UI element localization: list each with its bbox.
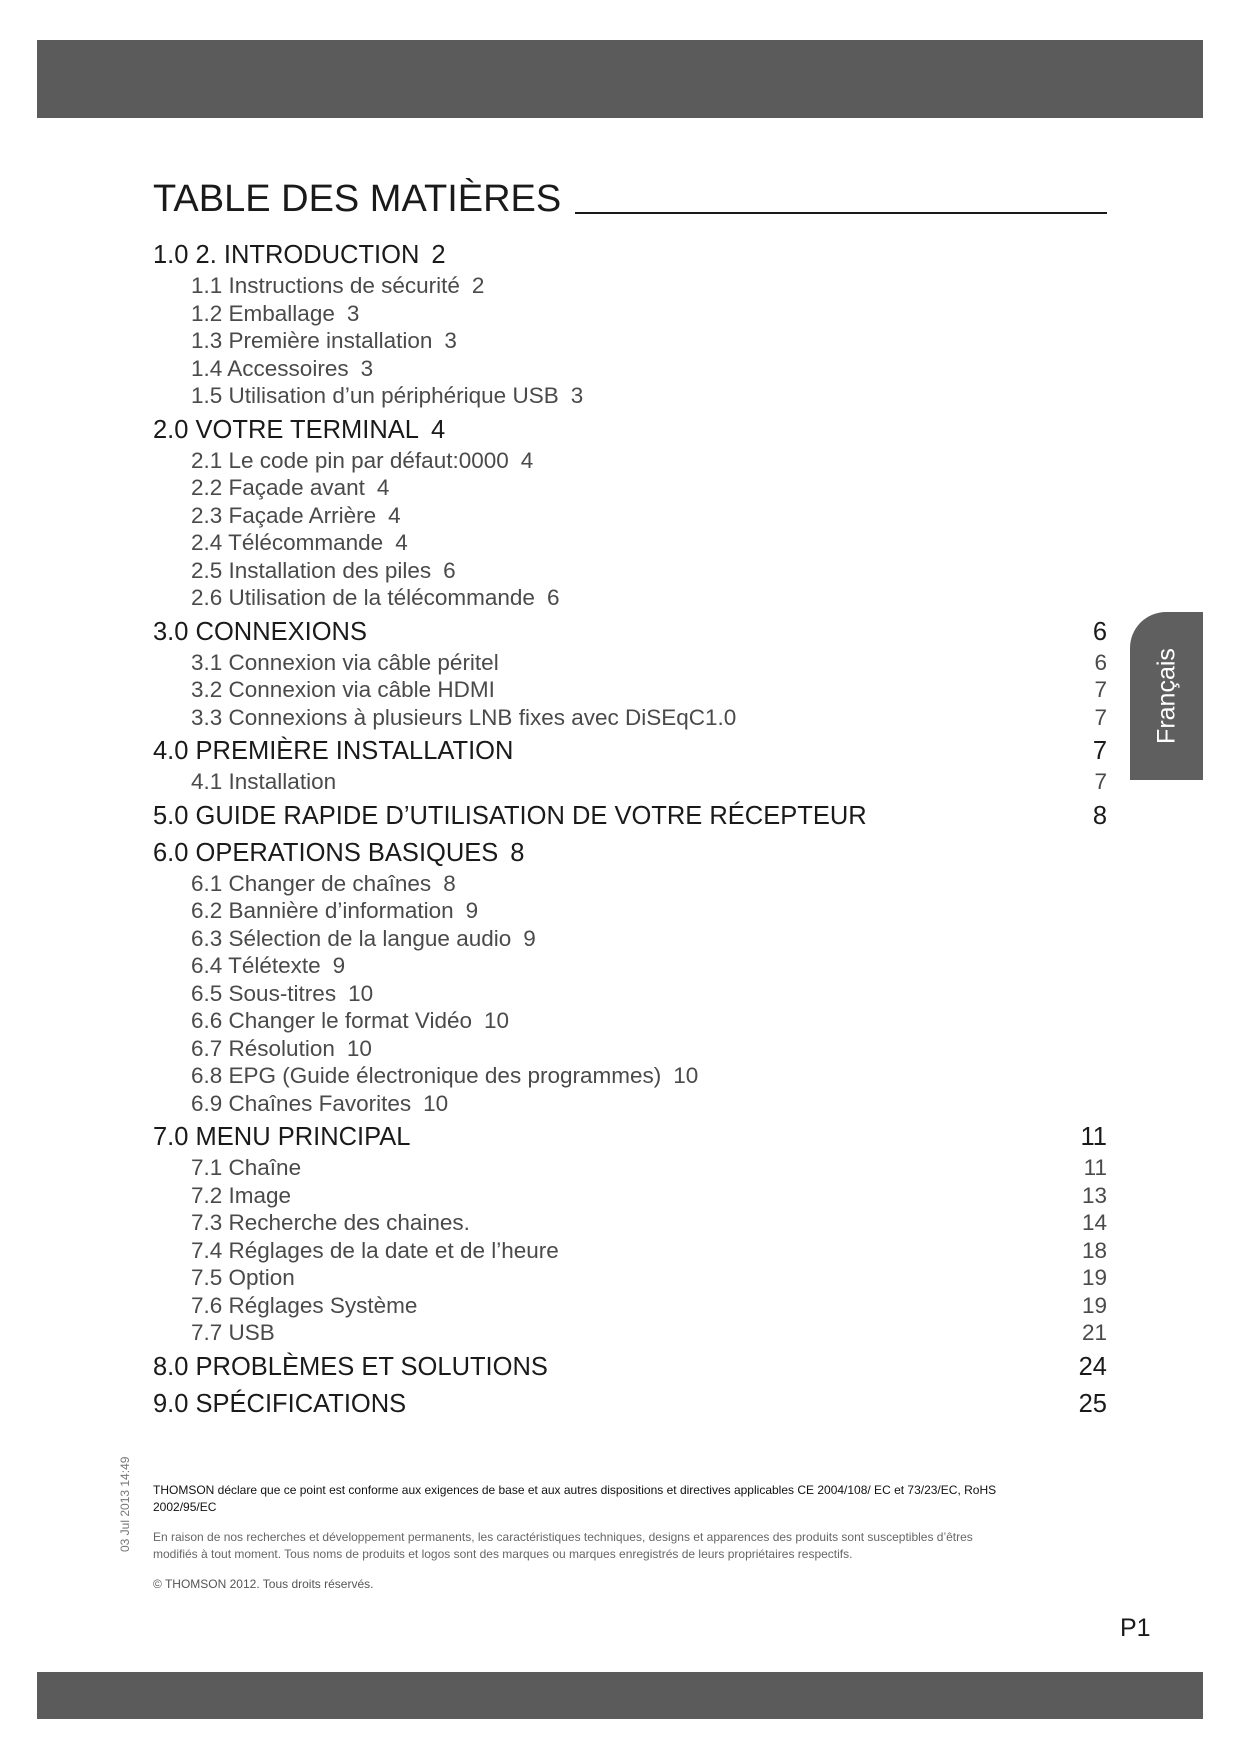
toc-entry-page: 7 <box>1094 769 1107 794</box>
toc-entry-label: 7.1 Chaîne <box>191 1155 302 1180</box>
toc-entry-label: 7.6 Réglages Système <box>191 1292 418 1318</box>
copyright: © THOMSON 2012. Tous droits réservés. <box>153 1577 374 1591</box>
toc-title-block <box>153 178 1107 228</box>
toc-section-label: 3.0 CONNEXIONS <box>153 617 367 646</box>
toc-section-label: 1.0 2. INTRODUCTION <box>153 241 420 269</box>
toc-entry-page: 9 <box>332 953 346 978</box>
toc-entry[interactable] <box>153 474 1107 502</box>
toc-section-page: 8 <box>1092 801 1107 830</box>
table-of-contents <box>153 238 1107 1424</box>
toc-entry[interactable] <box>153 1035 1107 1063</box>
toc-section <box>153 1350 1107 1384</box>
toc-entry[interactable] <box>153 1062 1107 1090</box>
toc-entry-page: 10 <box>348 980 374 1006</box>
title-rule <box>575 212 1107 214</box>
toc-entry[interactable] <box>153 529 1107 557</box>
toc-section-heading[interactable] <box>153 1120 1107 1154</box>
toc-entry[interactable] <box>153 704 1107 732</box>
toc-entry[interactable] <box>153 1292 1107 1320</box>
language-tab-label: Français <box>1152 648 1180 744</box>
toc-entry-label: 2.1 Le code pin par défaut:0000 <box>191 447 509 473</box>
toc-entry[interactable] <box>153 952 1107 980</box>
toc-entry-page: 19 <box>1081 1292 1107 1318</box>
toc-section-heading[interactable] <box>153 836 1107 870</box>
toc-section-label: 9.0 SPÉCIFICATIONS <box>153 1389 407 1418</box>
toc-section-heading[interactable] <box>153 799 1107 833</box>
toc-entry-label: 6.4 Télétexte <box>191 953 321 978</box>
toc-entry-label: 4.1 Installation <box>191 769 337 794</box>
toc-section-label: 7.0 MENU PRINCIPAL <box>153 1123 411 1151</box>
toc-entry-page: 3 <box>360 355 374 381</box>
disclaimer: En raison de nos recherches et développement permanents, les caractéristiques techniques, designs et apparences des produits sont susceptibles d’êtres modifiés à tout moment. Tous noms de produits et logos sont des marques ou marques enregistrés de leurs propriétaires respectifs. <box>153 1530 973 1561</box>
toc-entry-page: 10 <box>484 1008 510 1033</box>
toc-entry-label: 3.1 Connexion via câble péritel <box>191 649 499 675</box>
toc-entry-label: 7.7 USB <box>191 1320 275 1345</box>
toc-section-page: 11 <box>1080 1123 1107 1151</box>
toc-entry-label: 1.4 Accessoires <box>191 355 349 381</box>
toc-entry-label: 6.6 Changer le format Vidéo <box>191 1008 473 1033</box>
toc-section <box>153 1387 1107 1421</box>
toc-entry-label: 6.2 Bannière d’information <box>191 898 454 923</box>
conformity-declaration: THOMSON déclare que ce point est conforme aux exigences de base et aux autres dispositions et directives applicables CE 2004/108/ EC et 73/23/EC, RoHS 2002/95/EC <box>153 1483 997 1514</box>
toc-entry-label: 7.2 Image <box>191 1182 292 1208</box>
toc-section-label: 6.0 OPERATIONS BASIQUES <box>153 838 499 867</box>
toc-entry-label: 6.9 Chaînes Favorites <box>191 1090 412 1116</box>
toc-section-page: 7 <box>1092 737 1107 765</box>
header-bar <box>37 40 1203 118</box>
language-tab <box>1130 612 1203 780</box>
toc-entry-label: 2.4 Télécommande <box>191 530 384 555</box>
toc-section-page: 25 <box>1078 1389 1107 1418</box>
toc-entry[interactable] <box>153 980 1107 1008</box>
toc-entry-page: 9 <box>465 898 479 923</box>
toc-entry[interactable] <box>153 502 1107 530</box>
toc-section <box>153 836 1107 1118</box>
toc-section-page: 2 <box>431 241 446 269</box>
toc-entry-page: 4 <box>376 475 390 500</box>
toc-entry[interactable] <box>153 1319 1107 1347</box>
toc-entry-page: 19 <box>1081 1265 1107 1290</box>
toc-section-page: 8 <box>510 838 525 867</box>
toc-entry-label: 1.3 Première installation <box>191 328 433 353</box>
toc-section-heading[interactable] <box>153 615 1107 649</box>
toc-entry-page: 14 <box>1081 1210 1107 1235</box>
toc-entry[interactable] <box>153 557 1107 585</box>
toc-entry-page: 6 <box>443 557 456 583</box>
toc-entry[interactable] <box>153 355 1107 383</box>
toc-entry-page: 11 <box>1083 1155 1107 1180</box>
toc-entry[interactable] <box>153 1264 1107 1292</box>
toc-section-label: 5.0 GUIDE RAPIDE D’UTILISATION DE VOTRE RÉCEPTEUR <box>153 801 867 830</box>
toc-entry-label: 2.3 Façade Arrière <box>191 502 377 528</box>
toc-section <box>153 734 1107 796</box>
toc-entry-page: 3 <box>570 383 584 408</box>
toc-entry[interactable] <box>153 272 1107 300</box>
print-timestamp: 03 Jul 2013 14:49 <box>118 1456 132 1552</box>
footer <box>153 1482 1013 1607</box>
toc-entry-label: 3.2 Connexion via câble HDMI <box>191 677 495 702</box>
toc-entry-page: 3 <box>444 328 457 353</box>
toc-entry-page: 21 <box>1081 1320 1107 1345</box>
toc-section-heading[interactable] <box>153 238 1107 272</box>
toc-entry-label: 3.3 Connexions à plusieurs LNB fixes avec DiSEqC1.0 <box>191 704 737 730</box>
toc-entry-label: 1.1 Instructions de sécurité <box>191 273 460 298</box>
toc-entry-page: 9 <box>523 925 536 951</box>
toc-entry-page: 7 <box>1094 704 1107 730</box>
toc-entry[interactable] <box>153 925 1107 953</box>
toc-entry-page: 2 <box>471 273 485 298</box>
toc-entry-page: 3 <box>346 300 360 326</box>
toc-entry[interactable] <box>153 382 1107 410</box>
toc-section-label: 2.0 VOTRE TERMINAL <box>153 415 419 444</box>
toc-entry-page: 4 <box>520 447 534 473</box>
toc-entry-page: 4 <box>395 530 408 555</box>
toc-entry[interactable] <box>153 768 1107 796</box>
toc-entry[interactable] <box>153 1209 1107 1237</box>
toc-section <box>153 238 1107 410</box>
toc-entry-label: 2.5 Installation des piles <box>191 557 432 583</box>
toc-entry-label: 6.7 Résolution <box>191 1035 335 1061</box>
toc-entry-page: 6 <box>546 585 560 610</box>
toc-entry[interactable] <box>153 676 1107 704</box>
toc-entry[interactable] <box>153 327 1107 355</box>
toc-entry-label: 6.8 EPG (Guide électronique des programmes) <box>191 1063 662 1088</box>
footer-bar <box>37 1672 1203 1719</box>
toc-section-heading[interactable] <box>153 413 1107 447</box>
toc-entry-page: 6 <box>1094 649 1107 675</box>
toc-entry[interactable] <box>153 870 1107 898</box>
page-number: P1 <box>1120 1614 1151 1642</box>
toc-entry-page: 4 <box>388 502 401 528</box>
toc-entry-page: 7 <box>1094 677 1107 702</box>
toc-section <box>153 799 1107 833</box>
toc-entry-label: 7.4 Réglages de la date et de l’heure <box>191 1237 559 1263</box>
toc-entry-label: 1.5 Utilisation d’un périphérique USB <box>191 383 559 408</box>
toc-entry-page: 8 <box>443 870 456 896</box>
toc-entry-label: 2.6 Utilisation de la télécommande <box>191 585 535 610</box>
toc-entry-page: 13 <box>1081 1182 1107 1208</box>
toc-entry[interactable] <box>153 1090 1107 1118</box>
toc-entry[interactable] <box>153 1237 1107 1265</box>
toc-entry-page: 18 <box>1081 1237 1107 1263</box>
toc-section-heading[interactable] <box>153 1387 1107 1421</box>
toc-entry[interactable] <box>153 649 1107 677</box>
toc-entry-label: 7.3 Recherche des chaines. <box>191 1210 470 1235</box>
toc-entry-label: 1.2 Emballage <box>191 300 335 326</box>
toc-section <box>153 413 1107 612</box>
toc-entry-page: 10 <box>346 1035 372 1061</box>
toc-entry-label: 2.2 Façade avant <box>191 475 365 500</box>
toc-entry-label: 6.1 Changer de chaînes <box>191 870 432 896</box>
toc-entry-page: 10 <box>423 1090 449 1116</box>
toc-entry-page: 10 <box>673 1063 699 1088</box>
toc-entry-label: 7.5 Option <box>191 1265 295 1290</box>
toc-entry-label: 6.3 Sélection de la langue audio <box>191 925 512 951</box>
toc-entry[interactable] <box>153 584 1107 612</box>
toc-entry[interactable] <box>153 300 1107 328</box>
toc-section-label: 8.0 PROBLÈMES ET SOLUTIONS <box>153 1352 548 1381</box>
toc-section <box>153 615 1107 732</box>
toc-section-heading[interactable] <box>153 734 1107 768</box>
toc-entry[interactable] <box>153 1182 1107 1210</box>
toc-entry[interactable] <box>153 447 1107 475</box>
toc-section <box>153 1120 1107 1347</box>
toc-section-page: 24 <box>1078 1352 1107 1381</box>
page-title: TABLE DES MATIÈRES <box>153 178 562 220</box>
toc-entry[interactable] <box>153 1154 1107 1182</box>
toc-section-heading[interactable] <box>153 1350 1107 1384</box>
toc-entry[interactable] <box>153 1007 1107 1035</box>
toc-section-label: 4.0 PREMIÈRE INSTALLATION <box>153 737 514 765</box>
toc-section-page: 6 <box>1092 617 1107 646</box>
toc-section-page: 4 <box>430 415 446 444</box>
toc-entry[interactable] <box>153 897 1107 925</box>
toc-entry-label: 6.5 Sous-titres <box>191 980 337 1006</box>
